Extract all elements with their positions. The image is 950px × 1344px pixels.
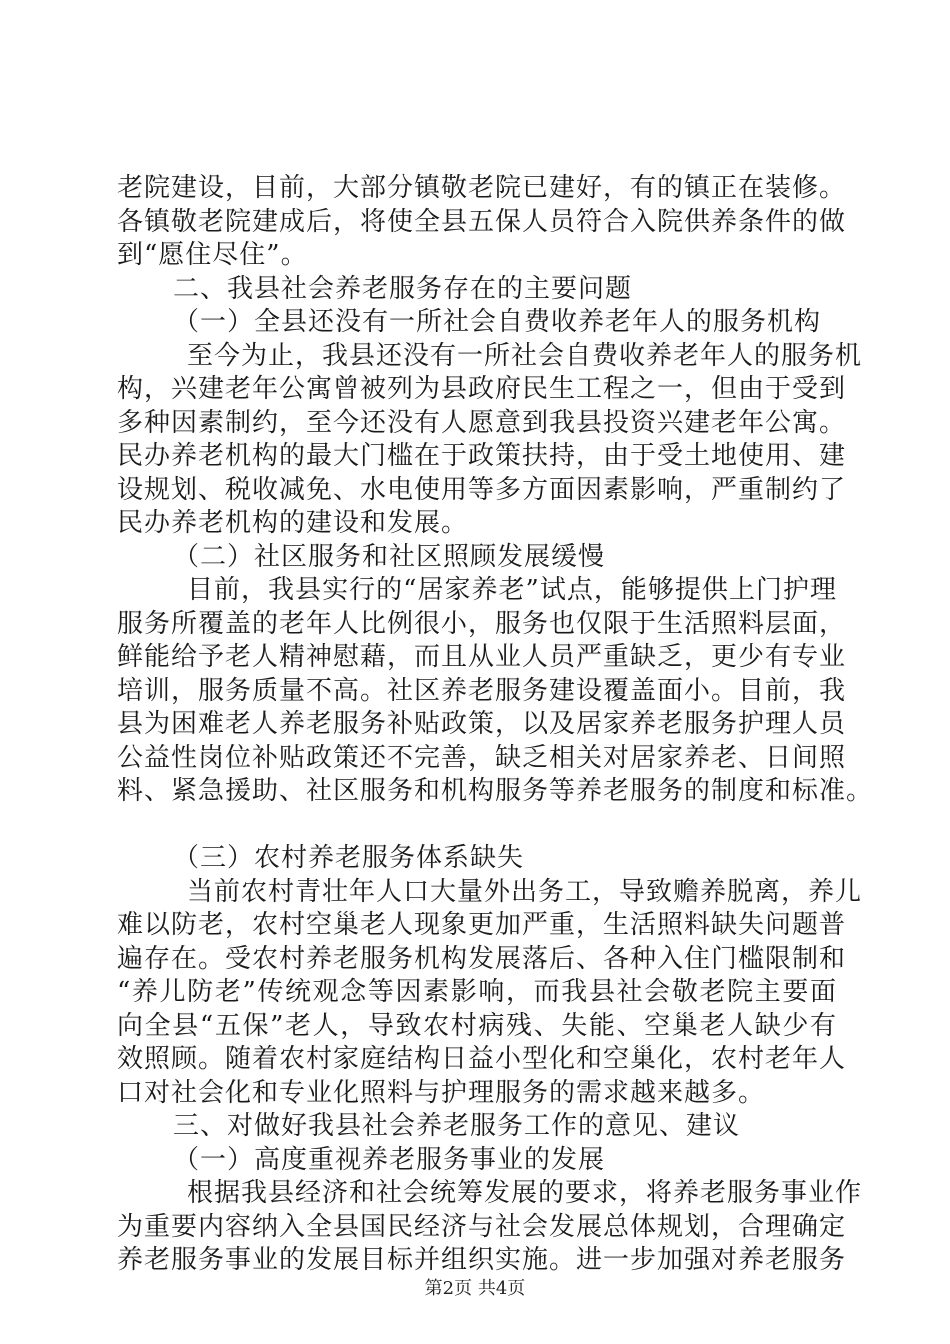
paragraph-line: 至今为止，我县还没有一所社会自费收养老年人的服务机: [187, 340, 863, 371]
paragraph-line: 构，兴建老年公寓曾被列为县政府民生工程之一，但由于受到: [117, 374, 847, 404]
paragraph-line: 服务所覆盖的老年人比例很小，服务也仅限于生活照料层面，: [117, 608, 847, 639]
paragraph-line: 到“愿住尽住”。: [117, 240, 308, 270]
paragraph-line: 多种因素制约，至今还没有人愿意到我县投资兴建老年公寓。: [117, 407, 847, 438]
paragraph-line: 根据我县经济和社会统筹发展的要求，将养老服务事业作: [187, 1178, 863, 1208]
paragraph-line: 各镇敬老院建成后，将使全县五保人员符合入院供养条件的做: [117, 206, 847, 237]
paragraph-line: 目前，我县实行的“居家养老”试点，能够提供上门护理: [187, 575, 837, 605]
paragraph-line: 老院建设，目前，大部分镇敬老院已建好，有的镇正在装修。: [117, 173, 847, 203]
paragraph-line: 民办养老机构的最大门槛在于政策扶持，由于受土地使用、建: [117, 441, 847, 471]
paragraph-line: 公益性岗位补贴政策还不完善，缺乏相关对居家养老、日间照: [117, 742, 847, 773]
paragraph-line: 料、紧急援助、社区服务和机构服务等养老服务的制度和标准。: [117, 776, 874, 806]
paragraph-line: 效照顾。随着农村家庭结构日益小型化和空巢化，农村老年人: [117, 1044, 847, 1074]
paragraph-line: 设规划、税收减免、水电使用等多方面因素影响，严重制约了: [117, 474, 847, 505]
section-heading: 二、我县社会养老服务存在的主要问题: [173, 273, 633, 304]
paragraph-line: 难以防老，农村空巢老人现象更加严重，生活照料缺失问题普: [117, 910, 847, 940]
subsection-heading: （二）社区服务和社区照顾发展缓慢: [173, 541, 606, 572]
subsection-heading: （一）高度重视养老服务事业的发展: [173, 1144, 606, 1175]
page-number: 第2页 共4页: [424, 1278, 526, 1299]
blank-line: [117, 809, 837, 843]
paragraph-line: 遍存在。受农村养老服务机构发展落后、各种入住门槛限制和: [117, 943, 847, 974]
subsection-heading: （三）农村养老服务体系缺失: [173, 843, 525, 873]
paragraph-line: 鲜能给予老人精神慰藉，而且从业人员严重缺乏，更少有专业: [117, 642, 847, 672]
paragraph-line: 县为困难老人养老服务补贴政策，以及居家养老服务护理人员: [117, 709, 847, 739]
paragraph-line: “养儿防老”传统观念等因素影响，而我县社会敬老院主要面: [117, 977, 837, 1007]
paragraph-line: 民办养老机构的建设和发展。: [117, 508, 469, 538]
paragraph-line: 当前农村青壮年人口大量外出务工，导致赡养脱离，养儿: [187, 876, 863, 907]
document-body: [117, 172, 874, 1278]
paragraph-line: 向全县“五保”老人，导致农村病残、失能、空巢老人缺少有: [117, 1010, 837, 1041]
page-footer: [0, 1278, 950, 1300]
paragraph-line: 为重要内容纳入全县国民经济与社会发展总体规划，合理确定: [117, 1211, 847, 1242]
paragraph-line: 养老服务事业的发展目标并组织实施。进一步加强对养老服务: [117, 1245, 847, 1275]
subsection-heading: （一）全县还没有一所社会自费收养老年人的服务机构: [173, 307, 822, 337]
section-heading: 三、对做好我县社会养老服务工作的意见、建议: [173, 1111, 741, 1141]
paragraph-line: 口对社会化和专业化照料与护理服务的需求越来越多。: [117, 1077, 766, 1108]
paragraph-line: 培训，服务质量不高。社区养老服务建设覆盖面小。目前，我: [117, 675, 847, 706]
